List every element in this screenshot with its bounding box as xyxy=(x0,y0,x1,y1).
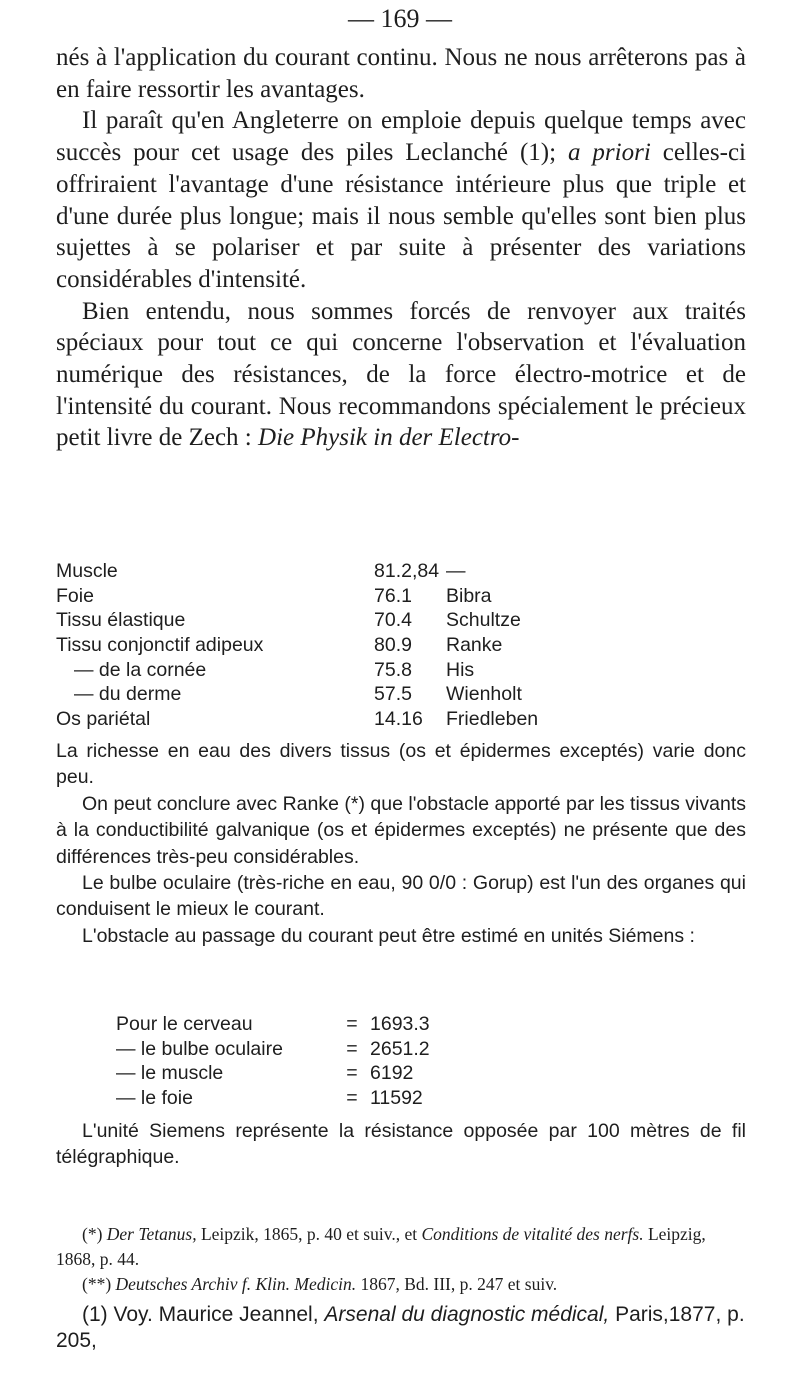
analysis-text xyxy=(56,738,746,949)
closing-text xyxy=(56,1118,746,1171)
water-value-cell: 70.4 xyxy=(374,609,412,632)
equals-sign: = xyxy=(346,1062,358,1085)
paragraph-2: Il paraît qu'en Angleterre on emploie depuis quelque temps avec succès pour cet usage des piles Leclanché (1); a priori celles-ci offriraient l'avantage d'une résistance intérieure plus que triple et d'une durée plus longue; mais il nous semble qu'elles sont bien plus sujettes à se polariser et par suite à présenter des variations considérables d'intensité. xyxy=(56,107,746,293)
footnotes xyxy=(56,1222,746,1297)
footnote-2: (**) Deutsches Archiv f. Klin. Medicin. 1867, Bd. III, p. 247 et suiv. xyxy=(82,1274,558,1294)
paragraph-1: nés à l'application du courant continu. Nous ne nous arrêterons pas à en faire ressortir les avantages. xyxy=(56,44,746,103)
table-row xyxy=(56,634,538,659)
equals-sign: = xyxy=(346,1013,358,1035)
tissue-name-cell: — de la cornée xyxy=(74,658,207,681)
author-cell: Schultze xyxy=(446,609,521,632)
book-title: Die Physik in der Electro- xyxy=(258,424,520,452)
equals-sign: = xyxy=(346,1087,358,1110)
small-paragraph: On peut conclure avec Ranke (*) que l'obstacle apporté par les tissus vivants à la conductibilité galvanique (os et épidermes exceptés) ne présente que des différences très-peu considérables. xyxy=(56,792,746,868)
italic-phrase: a priori xyxy=(567,139,651,167)
main-text xyxy=(56,42,746,454)
author-cell: Ranke xyxy=(446,634,503,657)
small-paragraph: La richesse en eau des divers tissus (os et épidermes exceptés) varie donc peu. xyxy=(56,740,746,789)
resistance-value-cell: 6192 xyxy=(370,1062,414,1085)
author-cell: Bibra xyxy=(446,584,492,607)
table-row xyxy=(56,683,538,708)
table-row xyxy=(56,585,538,610)
resistance-value-cell: 2651.2 xyxy=(370,1037,430,1060)
small-paragraph: L'obstacle au passage du courant peut être estimé en unités Siémens : xyxy=(82,924,695,947)
closing-paragraph: L'unité Siemens représente la résistance opposée par 100 mètres de fil télégraphique. xyxy=(56,1120,746,1169)
water-value-cell: 76.1 xyxy=(374,584,412,607)
water-value-cell: 75.8 xyxy=(374,658,412,681)
tissue-name-cell: Tissu élastique xyxy=(56,609,186,632)
paragraph-3: Bien entendu, nous sommes forcés de renvoyer aux traités spéciaux pour tout ce qui concerne l'observation et l'évaluation numérique des résistances, de la force électro-motrice et de l'intensité du courant. Nous recommandons spécialement le précieux petit livre de Zech : Die Physik in der Electro- xyxy=(56,297,746,452)
organ-cell: — le foie xyxy=(116,1087,193,1110)
table-row xyxy=(116,1087,430,1112)
table-row xyxy=(116,1038,430,1063)
water-value-cell: 14.16 xyxy=(374,708,423,731)
table-row xyxy=(56,708,538,733)
author-cell: — xyxy=(446,560,466,582)
table-row xyxy=(116,1062,430,1087)
author-cell: Friedleben xyxy=(446,708,539,731)
equals-sign: = xyxy=(346,1037,358,1060)
organ-cell: — le bulbe oculaire xyxy=(116,1037,283,1060)
author-cell: Wienholt xyxy=(446,683,522,706)
resistance-value-cell: 11592 xyxy=(370,1087,423,1110)
table-row xyxy=(116,1013,430,1038)
tissue-name-cell: Os pariétal xyxy=(56,708,151,731)
tissue-name-cell: Tissu conjonctif adipeux xyxy=(56,634,264,657)
organ-cell: — le muscle xyxy=(116,1062,224,1085)
table-row xyxy=(56,659,538,684)
table-row xyxy=(56,560,538,585)
water-value-cell: 57.5 xyxy=(374,683,412,706)
tissue-name-cell: Muscle xyxy=(56,560,118,582)
author-cell: His xyxy=(446,658,475,681)
small-paragraph: Le bulbe oculaire (très-riche en eau, 90 0/0 : Gorup) est l'un des organes qui conduisent le mieux le courant. xyxy=(56,872,746,921)
tissue-name-cell: — du derme xyxy=(74,683,182,706)
water-value-cell: 80.9 xyxy=(374,634,412,657)
tissue-name-cell: Foie xyxy=(56,584,94,607)
tissue-water-table xyxy=(56,560,538,733)
siemens-resistance-table xyxy=(116,1013,430,1112)
footnote-1: (*) Der Tetanus, Leipzik, 1865, p. 40 et suiv., et Conditions de vitalité des nerfs. Leipzig, 1868, p. 44. xyxy=(56,1224,706,1269)
page-number: — 169 — xyxy=(348,4,452,33)
reference-note: (1) Voy. Maurice Jeannel, Arsenal du diagnostic médical, Paris,1877, p. 205, xyxy=(56,1303,745,1352)
resistance-value-cell: 1693.3 xyxy=(370,1013,430,1035)
organ-cell: Pour le cerveau xyxy=(116,1013,253,1035)
water-value-cell: 81.2,84 xyxy=(374,560,440,582)
table-row xyxy=(56,609,538,634)
